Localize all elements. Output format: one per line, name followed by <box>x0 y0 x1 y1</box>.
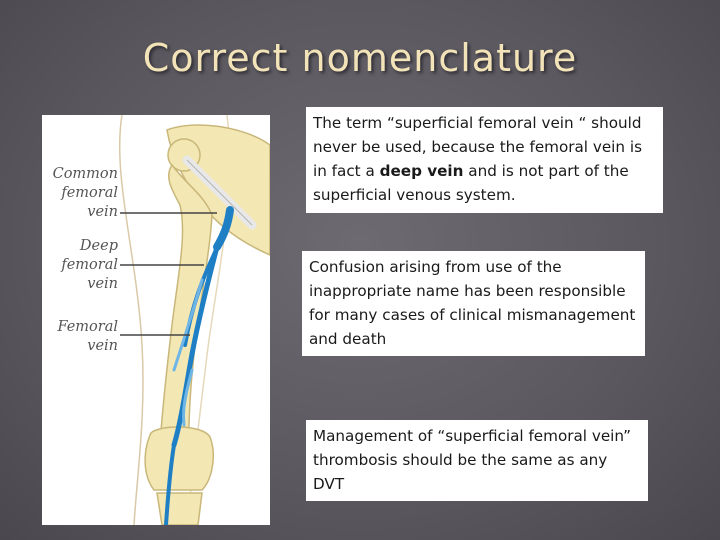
label-deep-femoral-vein: Deep femoral vein <box>61 238 118 292</box>
box3-text: Management of “superficial femoral vein” thrombosis should be the same as any DVT <box>313 427 632 493</box>
tibia-bone <box>157 493 202 525</box>
box1-text-before: The term “superficial femoral vein “ should never be used, because the femoral vein is in fact a <box>313 114 642 180</box>
text-box-confusion <box>302 251 645 356</box>
label-common-femoral-vein: Common femoral vein <box>52 166 118 220</box>
box2-text: Confusion arising from use of the inappropriate name has been responsible for many cases of clinical mismanagement and death <box>309 258 636 348</box>
box1-text-after: and is not part of the superficial venous system. <box>313 162 629 204</box>
label-femoral-vein: Femoral vein <box>57 319 118 354</box>
knee-bone <box>145 427 213 490</box>
thigh-outline <box>120 115 143 525</box>
text-box-terminology <box>306 107 663 213</box>
text-box-management <box>306 420 648 501</box>
slide-title: Correct nomenclature <box>142 36 578 80</box>
box1-text-bold: deep vein <box>379 162 464 180</box>
